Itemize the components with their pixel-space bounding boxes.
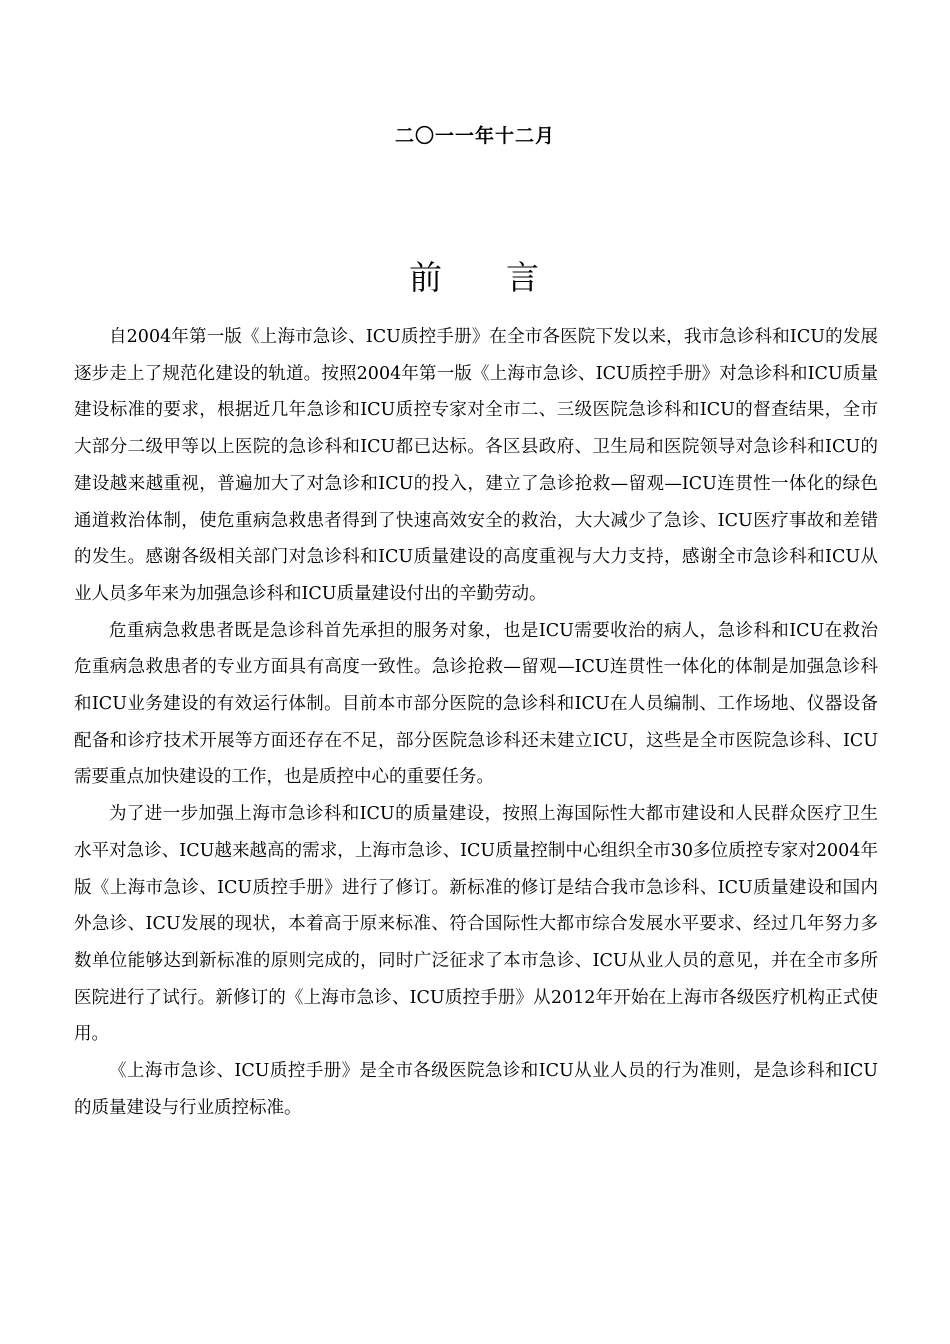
preface-title <box>0 252 950 299</box>
paragraph: 自2004年第一版《上海市急诊、ICU质控手册》在全市各医院下发以来，我市急诊科和ICU的发展逐步走上了规范化建设的轨道。按照2004年第一版《上海市急诊、ICU质控手册》对急诊科和ICU质量建设标准的要求，根据近几年急诊和ICU质控专家对全市二、三级医院急诊科和ICU的督查结果，全市大部分二级甲等以上医院的急诊科和ICU都已达标。各区县政府、卫生局和医院领导对急诊科和ICU的建设越来越重视，普遍加大了对急诊和ICU的投入，建立了急诊抢救—留观—ICU连贯性一体化的绿色通道救治体制，使危重病急救患者得到了快速高效安全的救治，大大减少了急诊、ICU医疗事故和差错的发生。感谢各级相关部门对急诊科和ICU质量建设的高度重视与大力支持，感谢全市急诊科和ICU从业人员多年来为加强急诊科和ICU质量建设付出的辛勤劳动。 <box>74 327 878 604</box>
paragraph: 危重病急救患者既是急诊科首先承担的服务对象，也是ICU需要收治的病人，急诊科和ICU在救治危重病急救患者的专业方面具有高度一致性。急诊抢救—留观—ICU连贯性一体化的体制是加强急诊科和ICU业务建设的有效运行体制。目前本市部分医院的急诊科和ICU在人员编制、工作场地、仪器设备配备和诊疗技术开展等方面还存在不足，部分医院急诊科还未建立ICU，这些是全市医院急诊科、ICU需要重点加快建设的工作，也是质控中心的重要任务。 <box>74 620 878 788</box>
preface-title-char-2: 言 <box>506 258 541 297</box>
paragraph: 为了进一步加强上海市急诊科和ICU的质量建设，按照上海国际性大都市建设和人民群众医疗卫生水平对急诊、ICU越来越高的需求，上海市急诊、ICU质量控制中心组织全市30多位质控专家对2004年版《上海市急诊、ICU质控手册》进行了修订。新标准的修订是结合我市急诊科、ICU质量建设和国内外急诊、ICU发展的现状，本着高于原来标准、符合国际性大都市综合发展水平要求、经过几年努力多数单位能够达到新标准的原则完成的，同时广泛征求了本市急诊、ICU从业人员的意见，并在全市多所医院进行了试行。新修订的《上海市急诊、ICU质控手册》从2012年开始在上海市各级医疗机构正式使用。 <box>74 804 878 1045</box>
paragraph: 《上海市急诊、ICU质控手册》是全市各级医院急诊和ICU从业人员的行为准则，是急诊科和ICU的质量建设与行业质控标准。 <box>74 1061 878 1118</box>
preface-title-char-1: 前 <box>409 258 444 297</box>
publication-date: 二〇一一年十二月 <box>394 125 555 147</box>
preface-body <box>74 319 878 1126</box>
